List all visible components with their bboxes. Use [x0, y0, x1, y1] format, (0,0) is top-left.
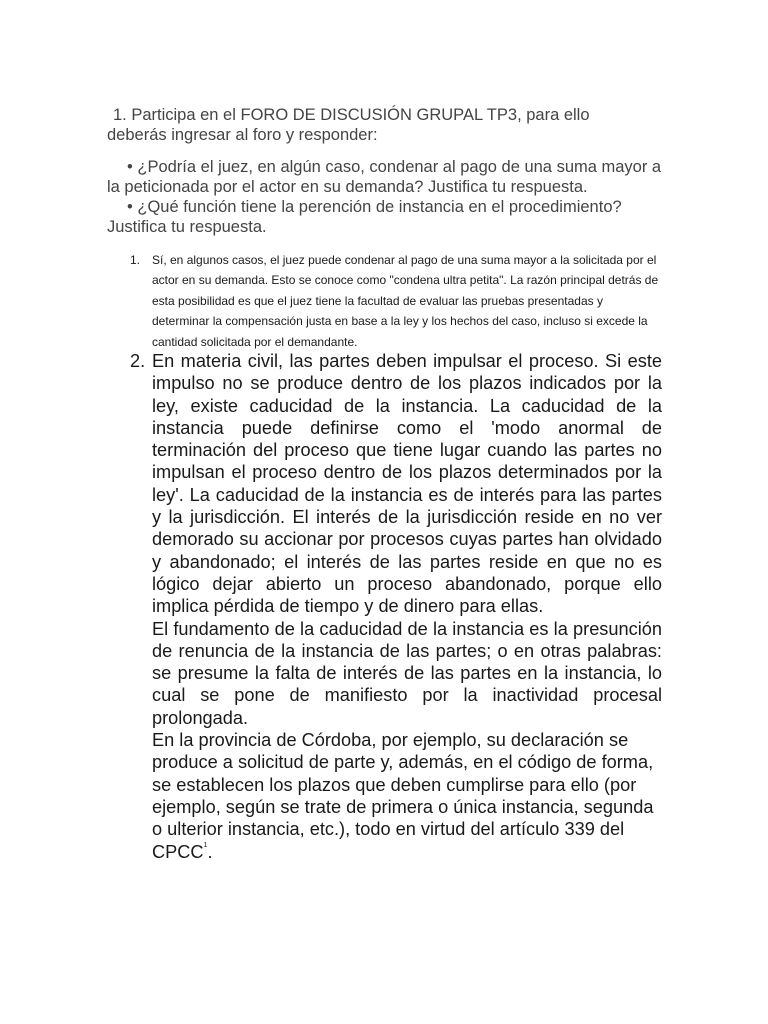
closing-period: . — [207, 841, 213, 862]
footnote-mark[interactable]: 1 — [203, 841, 208, 849]
answer-number: 1. — [130, 253, 141, 267]
instruction-line-2: deberás ingresar al foro y responder: — [107, 126, 378, 144]
answer-item-1 — [130, 250, 662, 352]
answer-body — [152, 350, 662, 863]
answer-paragraph: El fundamento de la caducidad de la instancia es la presunción de renuncia de la instancia de las partes; o en otras palabras: se presume la falta de interés de las partes en la instancia, lo cual se pone de manifiesto por la inactividad procesal prolongada. — [152, 618, 662, 728]
question-item: • ¿Podría el juez, en algún caso, condenar al pago de una suma mayor a la peticionada por el actor en su demanda? Justifica tu respuesta. — [107, 158, 662, 196]
instruction-line-1: 1. Participa en el FORO DE DISCUSIÓN GRUPAL TP3, para ello — [113, 106, 590, 124]
answer-text: Sí, en algunos casos, el juez puede condenar al pago de una suma mayor a la solicitada por el actor en su demanda. Esto se conoce como "condena ultra petita". La razón principal detrás de esta posibilidad es que el juez tiene la facultad de evaluar las pruebas presentadas y determinar la compensación justa en base a la ley y los hechos del caso, incluso si excede la cantidad solicitada por el demandante. — [152, 253, 659, 349]
answer-item-2 — [130, 350, 662, 863]
answer-paragraph-final — [152, 729, 662, 863]
question-list — [107, 157, 667, 237]
assignment-instructions — [107, 105, 667, 145]
answer-paragraph: En materia civil, las partes deben impulsar el proceso. Si este impulso no se produce dentro de los plazos indicados por la ley, existe caducidad de la instancia. La caducidad de la instancia puede definirse como el 'modo anormal de terminación del proceso que tiene lugar cuando las partes no impulsan el proceso dentro de los plazos determinados por la ley'. La caducidad de la instancia es de interés para las partes y la jurisdicción. El interés de la jurisdicción reside en no ver demorado su accionar por procesos cuyas partes han olvidado y abandonado; el interés de las partes reside en que no es lógico dejar abierto un proceso abandonado, porque ello implica pérdida de tiempo y de dinero para ellas. — [152, 351, 662, 617]
answer-number: 2. — [130, 351, 146, 371]
answer-paragraph-text: En la provincia de Córdoba, por ejemplo, su declaración se produce a solicitud de parte y, además, en el código de forma, se establecen los plazos que deben cumplirse para ello (por ejemplo, según se trate de primera o única instancia, segunda o ulterior instancia, etc.), todo en virtud del artículo 339 del CPCC — [152, 730, 654, 862]
question-item: • ¿Qué función tiene la perención de instancia en el procedimiento? Justifica tu respuesta. — [107, 198, 622, 236]
